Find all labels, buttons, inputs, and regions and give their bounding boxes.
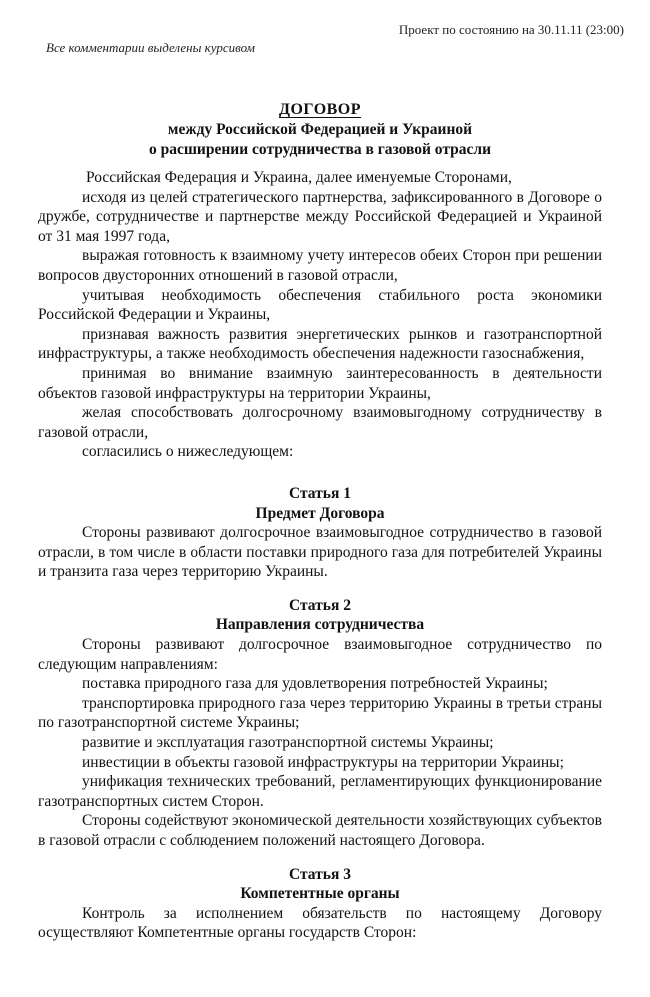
article-number: Статья 2 (289, 596, 351, 614)
article-paragraph: Стороны содействуют экономической деятельности хозяйствующих субъектов в газовой отрасли с соблюдением положений настоящего Договора. (38, 812, 602, 849)
preamble-paragraph: желая способствовать долгосрочному взаимовыгодному сотрудничеству в газовой отрасли, (38, 404, 602, 441)
title-line-3: о расширении сотрудничества в газовой отрасли (148, 141, 492, 158)
draft-status-note: Проект по состоянию на 30.11.11 (23:00) (398, 22, 624, 37)
preamble-paragraph: принимая во внимание взаимную заинтересованность в деятельности объектов газовой инфраструктуры на территории Украины, (38, 364, 602, 402)
article-paragraph: развитие и эксплуатация газотранспортной системы Украины; (82, 734, 494, 752)
preamble (38, 168, 602, 462)
article-paragraph: Контроль за исполнением обязательств по настоящему Договору осуществляют Компетентные органы государств Сторон: (38, 904, 602, 942)
article-paragraph: унификация технических требований, регламентирующих функционирование газотранспортных систем Сторон. (38, 773, 602, 810)
title-line-1: ДОГОВОР (278, 101, 362, 118)
article-number: Статья 3 (289, 865, 351, 883)
article-number: Статья 1 (289, 484, 351, 502)
article-heading: Компетентные органы (240, 885, 400, 903)
article-paragraph: Стороны развивают долгосрочное взаимовыгодное сотрудничество по следующим направлениям: (38, 636, 602, 673)
article-paragraph: инвестиции в объекты газовой инфраструктуры на территории Украины; (82, 753, 564, 771)
article-heading: Направления сотрудничества (215, 616, 425, 634)
preamble-paragraph: Российская Федерация и Украина, далее именуемые Сторонами, (86, 169, 512, 186)
title-line-2: между Российской Федерацией и Украиной (167, 121, 473, 138)
document-title (38, 100, 602, 160)
article-1 (38, 484, 602, 582)
article-3 (38, 865, 602, 943)
preamble-paragraph: исходя из целей стратегического партнерства, зафиксированного в Договоре о дружбе, сотрудничестве и партнерстве между Российской Федерацией и Украиной от 31 мая 1997 года, (38, 188, 602, 245)
article-paragraph: Стороны развивают долгосрочное взаимовыгодное сотрудничество в газовой отрасли, в том числе в области поставки природного газа для потребителей Украины и транзита газа через территорию Украины. (38, 524, 602, 581)
preamble-paragraph: согласились о нижеследующем: (82, 443, 294, 461)
article-paragraph: поставка природного газа для удовлетворения потребностей Украины; (82, 675, 548, 693)
preamble-paragraph: выражая готовность к взаимному учету интересов обеих Сторон при решении вопросов двусторонних отношений в газовой отрасли, (38, 247, 602, 284)
preamble-paragraph: признавая важность развития энергетических рынков и газотранспортной инфраструктуры, а также необходимость обеспечения надежности газоснабжения, (38, 325, 602, 363)
article-heading: Предмет Договора (255, 504, 385, 522)
preamble-paragraph: учитывая необходимость обеспечения стабильного роста экономики Российской Федерации и Украины, (38, 286, 602, 324)
document-body (38, 168, 602, 943)
comments-note: Все комментарии выделены курсивом (46, 40, 255, 55)
article-paragraph: транспортировка природного газа через территорию Украины в третьи страны по газотранспортной системе Украины; (38, 694, 602, 732)
article-2 (38, 596, 602, 851)
